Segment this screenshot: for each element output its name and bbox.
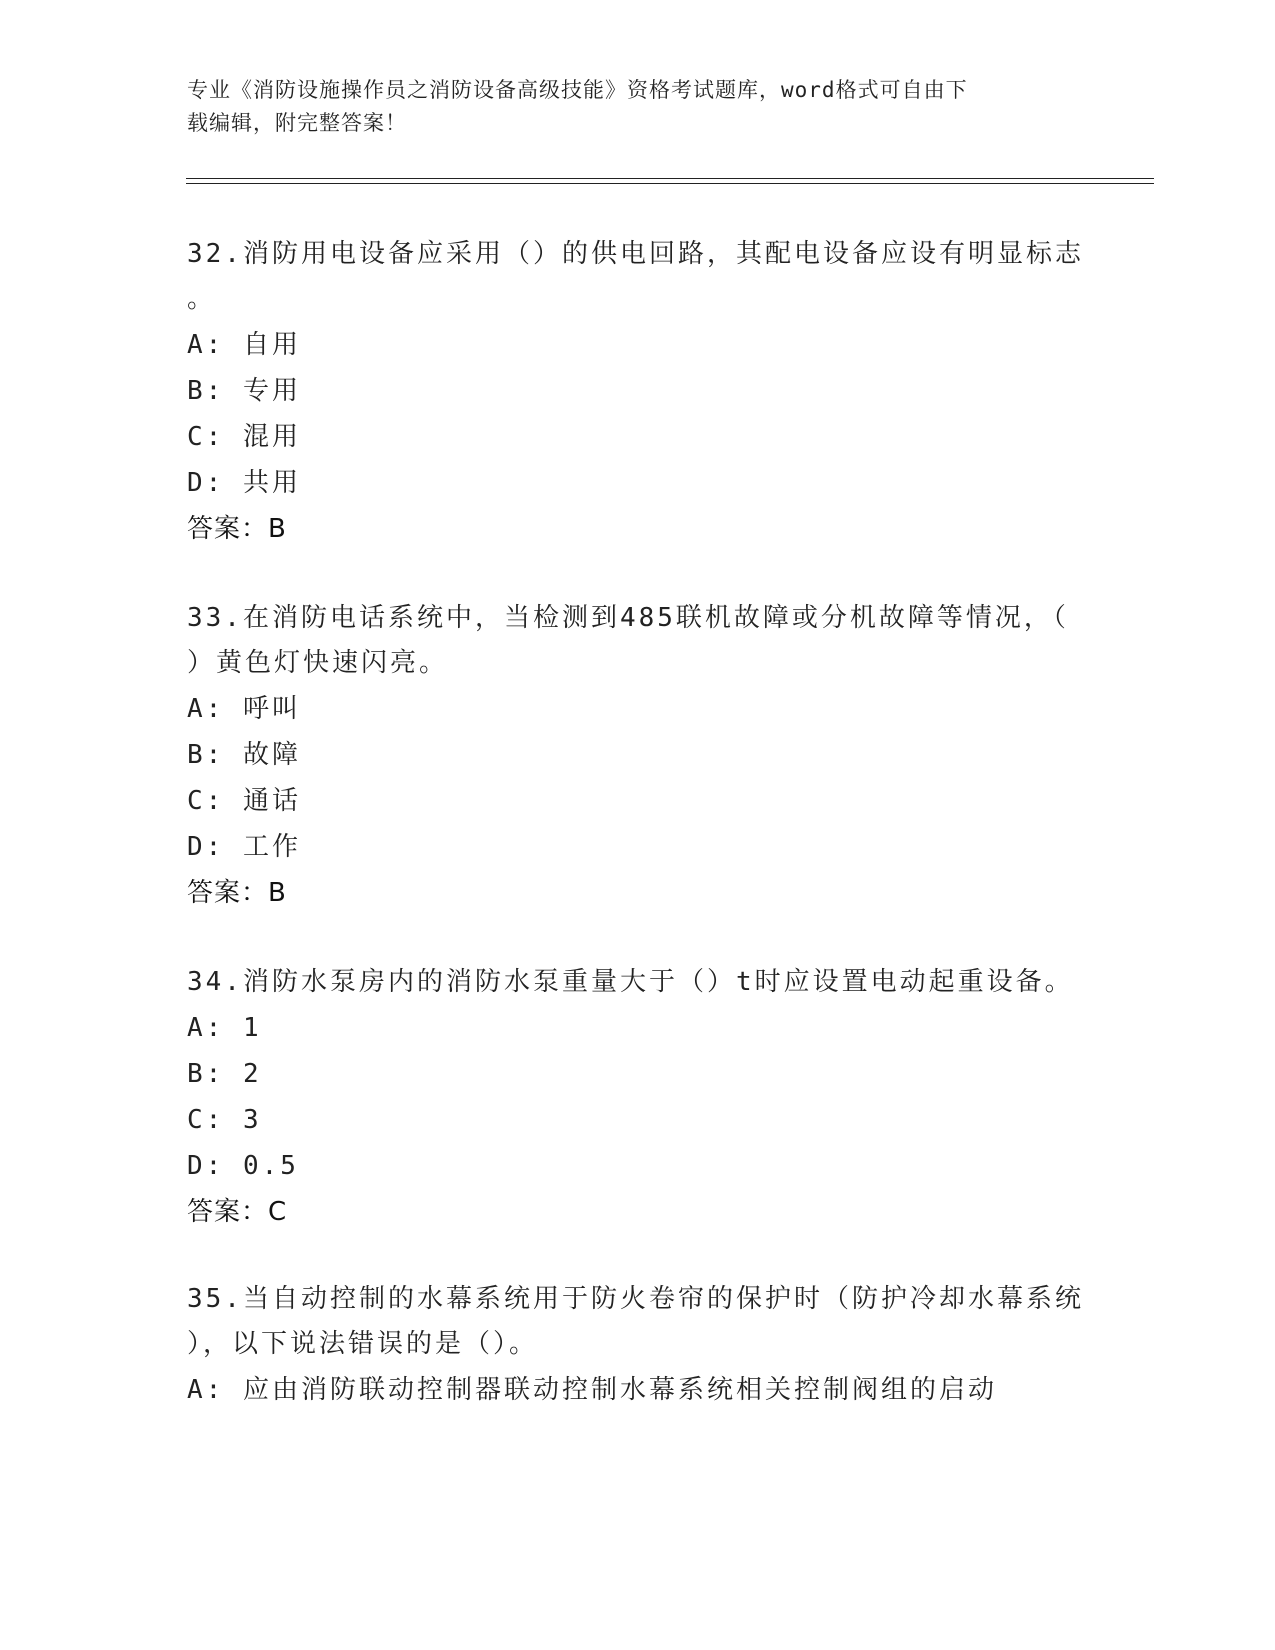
question-33	[187, 596, 1069, 916]
option-d: D: 共用	[187, 468, 301, 498]
question-stem-line: 33.在消防电话系统中，当检测到485联机故障或分机故障等情况，（	[187, 603, 1069, 633]
option-b: B: 故障	[187, 740, 301, 770]
option-c: C: 通话	[187, 786, 301, 816]
document-header	[187, 74, 1067, 140]
option-b: B: 专用	[187, 376, 301, 406]
option-a: A: 呼叫	[187, 694, 301, 724]
option-d: D: 0.5	[187, 1151, 299, 1181]
option-a: A: 1	[187, 1013, 262, 1043]
answer-line: 答案：B	[187, 878, 287, 908]
answer-line: 答案：C	[187, 1197, 288, 1227]
header-divider-top	[186, 178, 1154, 179]
header-line-1: 专业《消防设施操作员之消防设备高级技能》资格考试题库，word格式可自由下	[187, 78, 968, 102]
option-c: C: 混用	[187, 422, 301, 452]
option-a: A: 自用	[187, 330, 301, 360]
question-stem-line: 34.消防水泵房内的消防水泵重量大于（）t时应设置电动起重设备。	[187, 967, 1074, 997]
question-stem-line: 。	[187, 284, 217, 314]
question-32	[187, 232, 1084, 552]
header-line-2: 载编辑，附完整答案！	[187, 111, 407, 135]
option-a: A: 应由消防联动控制器联动控制水幕系统相关控制阀组的启动	[187, 1375, 997, 1405]
question-stem-line: ）黄色灯快速闪亮。	[187, 648, 449, 678]
answer-line: 答案：B	[187, 514, 287, 544]
option-d: D: 工作	[187, 832, 301, 862]
question-35	[187, 1277, 1084, 1413]
option-c: C: 3	[187, 1105, 262, 1135]
option-b: B: 2	[187, 1059, 262, 1089]
question-34	[187, 960, 1074, 1235]
question-stem-line: 35.当自动控制的水幕系统用于防火卷帘的保护时（防护冷却水幕系统	[187, 1284, 1084, 1314]
question-stem-line: 32.消防用电设备应采用（）的供电回路，其配电设备应设有明显标志	[187, 239, 1084, 269]
question-stem-line: ），以下说法错误的是（）。	[187, 1329, 539, 1359]
header-divider-bottom	[186, 183, 1154, 184]
